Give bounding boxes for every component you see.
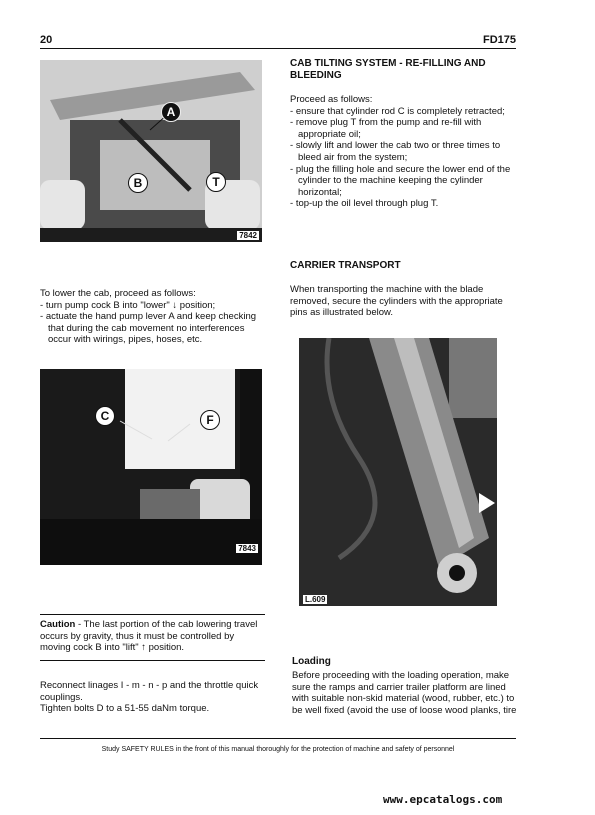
footer-rule — [40, 738, 516, 739]
tighten-text: Tighten bolts D to a 51-55 daNm torque. — [40, 703, 210, 715]
watermark-url: www.epcatalogs.com — [383, 793, 503, 806]
lower-intro: To lower the cab, proceed as follows: — [40, 288, 196, 299]
cylinder-pin-illustration — [299, 338, 497, 606]
carrier-text: When transporting the machine with the blade removed, secure the cylinders with the appropriate pins as illustrated below. — [290, 284, 503, 319]
loading-title: Loading — [292, 656, 331, 667]
label-F: F — [200, 410, 220, 430]
cab-step: - top-up the oil level through plug T. — [290, 198, 516, 210]
caution-label: Caution — [40, 619, 76, 630]
cab-step: - remove plug T from the pump and re-fill with appropriate oil; — [290, 117, 516, 140]
cab-tilting-section — [290, 58, 516, 210]
reconnect-text: Reconnect linages I - m - n - p and the throttle quick couplings. — [40, 680, 259, 703]
figure-cylinder-pin — [299, 338, 497, 606]
figure-cab-pump — [40, 60, 262, 242]
caution-note — [40, 619, 265, 654]
label-T: T — [206, 172, 226, 192]
cylinder-mount-illustration — [40, 369, 262, 565]
loading-text: Before proceeding with the loading operation, make sure the ramps and carrier trailer platform are lined with suitable non-skid material (wood, rubber, etc.) to be well fixed (avoid the use of loose wood planks, tire — [292, 670, 517, 716]
figure-cylinder-mount — [40, 369, 262, 565]
figure-number: 7843 — [238, 544, 256, 553]
lower-steps — [40, 300, 265, 346]
footer-note: Study SAFETY RULES in the front of this manual thoroughly for the protection of machine and safety of personnel — [101, 746, 455, 753]
figure-number: 7842 — [239, 231, 257, 240]
reconnect-section — [40, 680, 268, 715]
label-A: A — [161, 102, 181, 122]
doc-code: FD175 — [482, 34, 516, 46]
lower-step: - actuate the hand pump lever A and keep checking that during the cab movement no interferences occur with wirings, pipes, hoses, etc. — [40, 311, 265, 346]
loading-section — [292, 656, 518, 716]
cab-tilting-title: CAB TILTING SYSTEM - RE-FILLING AND BLEEDING — [290, 58, 486, 81]
lower-cab-section — [40, 288, 265, 346]
cab-steps — [290, 106, 516, 210]
cab-step: - plug the filling hole and secure the lower end of the cylinder to the machine keeping the cylinder horizontal; — [290, 164, 516, 199]
caution-top-rule — [40, 614, 265, 615]
cab-pump-illustration — [40, 60, 262, 242]
carrier-transport-section — [290, 260, 516, 319]
lower-step: - turn pump cock B into "lower" ↓ position; — [40, 300, 265, 312]
page-header — [40, 34, 516, 49]
cab-step: - ensure that cylinder rod C is completely retracted; — [290, 106, 516, 118]
cab-step: - slowly lift and lower the cab two or three times to bleed air from the system; — [290, 140, 516, 163]
cab-intro: Proceed as follows: — [290, 94, 373, 105]
carrier-title: CARRIER TRANSPORT — [290, 260, 401, 271]
page-number: 20 — [40, 34, 53, 46]
figure-number: L.609 — [305, 595, 326, 604]
caution-bottom-rule — [40, 660, 265, 661]
caution-text: - The last portion of the cab lowering travel occurs by gravity, thus it must be controlled by moving cock B into "lift" ↑ position. — [40, 619, 258, 654]
label-C: C — [95, 406, 115, 426]
label-B: B — [128, 173, 148, 193]
